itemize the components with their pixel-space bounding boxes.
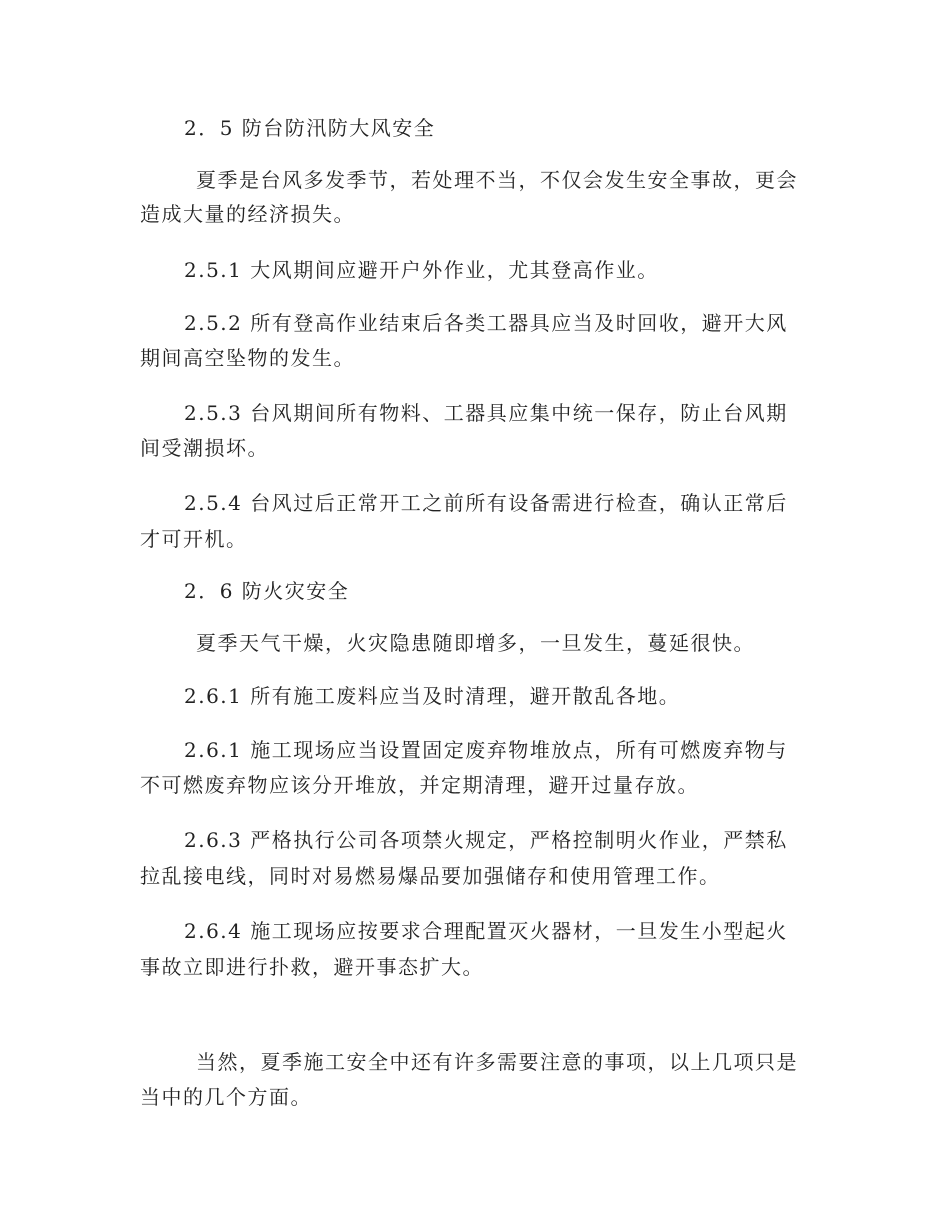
list-item-2-6-4-cont: 事故立即进行扑救，避开事态扩大。 <box>140 955 484 979</box>
conclusion-line: 当中的几个方面。 <box>140 1085 312 1109</box>
list-item-2-5-3-cont: 间受潮损坏。 <box>140 436 269 460</box>
paragraph-line: 夏季是台风多发季节，若处理不当，不仅会发生安全事故，更会 <box>196 168 798 192</box>
section-heading-2-6: 2．6 防火灾安全 <box>184 579 350 603</box>
list-item-2-6-3-cont: 拉乱接电线，同时对易燃易爆品要加强储存和使用管理工作。 <box>140 864 721 888</box>
paragraph-line: 夏季天气干燥，火灾隐患随即增多，一旦发生，蔓延很快。 <box>196 631 755 655</box>
list-item-2-6-1b-cont: 不可燃废弃物应该分开堆放，并定期清理，避开过量存放。 <box>140 773 699 797</box>
list-item-2-5-4-cont: 才可开机。 <box>140 527 248 551</box>
list-item-2-5-3: 2.5.3 台风期间所有物料、工器具应集中统一保存，防止台风期 <box>184 401 788 425</box>
list-item-2-6-1: 2.6.1 所有施工废料应当及时清理，避开散乱各地。 <box>184 684 681 708</box>
list-item-2-5-4: 2.5.4 台风过后正常开工之前所有设备需进行检查，确认正常后 <box>184 491 788 515</box>
list-item-2-5-2-cont: 期间高空坠物的发生。 <box>140 346 355 370</box>
paragraph-line: 造成大量的经济损失。 <box>140 202 355 226</box>
list-item-2-6-4: 2.6.4 施工现场应按要求合理配置灭火器材，一旦发生小型起火 <box>184 919 788 943</box>
conclusion-line: 当然，夏季施工安全中还有许多需要注意的事项，以上几项只是 <box>196 1050 798 1074</box>
list-item-2-6-1b: 2.6.1 施工现场应当设置固定废弃物堆放点，所有可燃废弃物与 <box>184 738 788 762</box>
list-item-2-6-3: 2.6.3 严格执行公司各项禁火规定，严格控制明火作业，严禁私 <box>184 828 788 852</box>
list-item-2-5-1: 2.5.1 大风期间应避开户外作业，尤其登高作业。 <box>184 258 659 282</box>
section-heading-2-5: 2．5 防台防汛防大风安全 <box>184 116 436 140</box>
list-item-2-5-2: 2.5.2 所有登高作业结束后各类工器具应当及时回收，避开大风 <box>184 311 788 335</box>
